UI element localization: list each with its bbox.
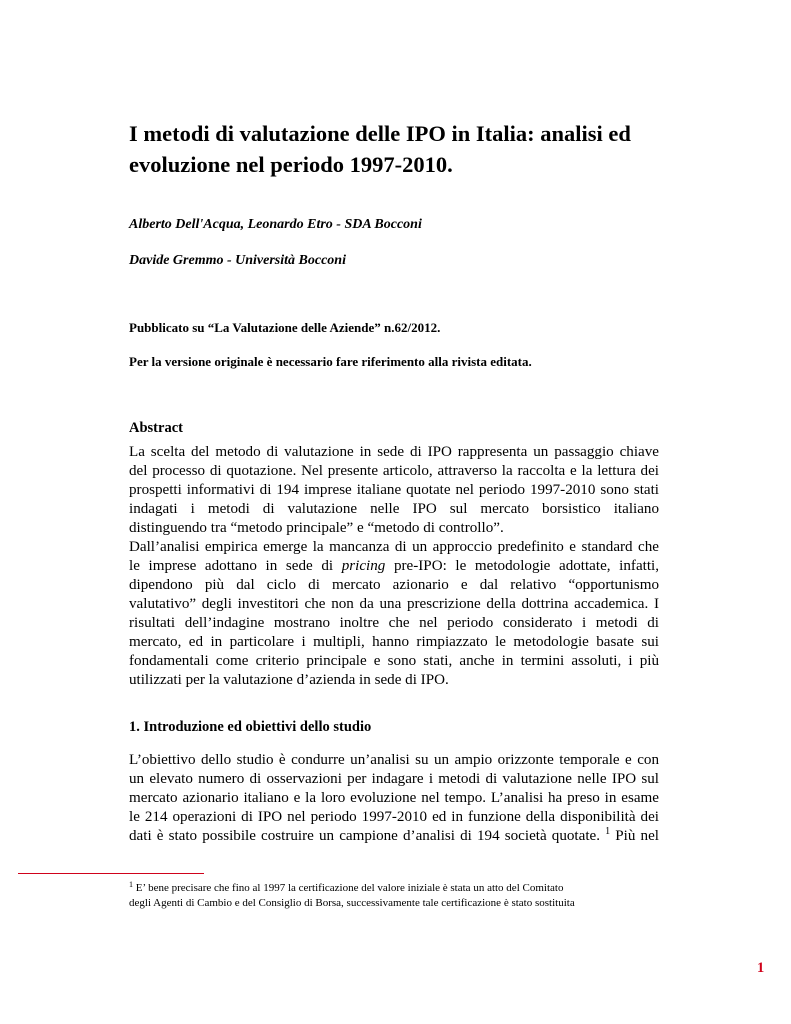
section-1-body — [129, 751, 659, 846]
section-1-line: le 214 operazioni di IPO nel periodo 1997-2010 ed in funzione della disponibilità dei — [129, 809, 659, 825]
abstract-line-part: le imprese adottano in sede di — [129, 558, 334, 574]
section-1-line: mercato azionario italiano e la loro evoluzione nel tempo. L’analisi ha preso in esame — [129, 790, 659, 806]
section-1-line: un elevato numero di osservazioni per indagare i metodi di valutazione nelle IPO sul — [129, 771, 659, 787]
abstract-line: La scelta del metodo di valutazione in sede di IPO rappresenta un passaggio chiave — [129, 444, 659, 460]
abstract-line: prospetti informativi di 194 imprese italiane quotate nel periodo 1997-2010 sono stati — [129, 482, 659, 498]
footnote-marker: 1 — [129, 880, 133, 889]
abstract-line: distinguendo tra “metodo principale” e “metodo di controllo”. — [129, 520, 504, 536]
footnote-separator — [18, 873, 204, 874]
section-1-line-with-footnote — [129, 827, 659, 846]
abstract-body — [129, 443, 659, 690]
footnote — [129, 881, 669, 911]
footnote-reference[interactable]: 1 — [605, 826, 611, 837]
document-title: I metodi di valutazione delle IPO in Italia: analisi ed evoluzione nel periodo 1997-2010. — [129, 121, 631, 177]
abstract-line: indagati i metodi di valutazione nelle IPO sul mercato borsistico italiano — [129, 501, 659, 517]
section-1-line-part: dati è stato possibile costruire un campione d’analisi di 194 società quotate. — [129, 828, 600, 844]
abstract-line: utilizzati per la valutazione d’azienda in sede di IPO. — [129, 672, 449, 688]
footnote-text: E’ bene precisare che fino al 1997 la certificazione del valore iniziale è stata un atto del Comitato — [135, 882, 564, 894]
publication-note: Pubblicato su “La Valutazione delle Aziende” n.62/2012. — [129, 320, 441, 335]
pricing-term: pricing — [341, 558, 386, 574]
abstract-line-part: pre-IPO: le metodologie adottate, infatti, — [393, 558, 659, 574]
abstract-line: mercato, ed in particolare i multipli, hanno rimpiazzato le metodologie basate sui — [129, 634, 659, 650]
section-1-line-part: Più nel — [615, 828, 659, 844]
abstract-line: del processo di quotazione. Nel presente articolo, attraverso la raccolta e la lettura dei — [129, 463, 659, 479]
abstract-line: dipendono più dal ciclo di mercato azionario e dal relativo “opportunismo — [129, 577, 659, 593]
abstract-line: fondamentali come criterio principale e sono stati, anche in termini assoluti, i più — [129, 653, 659, 669]
page-number: 1 — [757, 960, 765, 976]
abstract-line-mixed — [129, 557, 659, 576]
abstract-line: valutativo” degli investitori che non da una prescrizione della dottrina accademica. I — [129, 596, 659, 612]
version-note: Per la versione originale è necessario fare riferimento alla rivista editata. — [129, 354, 532, 369]
section-1-heading: 1. Introduzione ed obiettivi dello studio — [129, 719, 372, 735]
footnote-line — [129, 881, 669, 896]
authors-line-2: Davide Gremmo - Università Bocconi — [129, 253, 346, 268]
authors-line-1: Alberto Dell'Acqua, Leonardo Etro - SDA Bocconi — [129, 217, 422, 232]
abstract-line: Dall’analisi empirica emerge la mancanza di un approccio predefinito e standard che — [129, 539, 659, 555]
footnote-line: degli Agenti di Cambio e del Consiglio di Borsa, successivamente tale certificazione è stato sostituita — [129, 897, 575, 909]
abstract-heading: Abstract — [129, 420, 183, 436]
section-1-line: L’obiettivo dello studio è condurre un’analisi su un ampio orizzonte temporale e con — [129, 752, 659, 768]
abstract-line: risultati dell’indagine mostrano inoltre che nel periodo considerato i metodi di — [129, 615, 659, 631]
